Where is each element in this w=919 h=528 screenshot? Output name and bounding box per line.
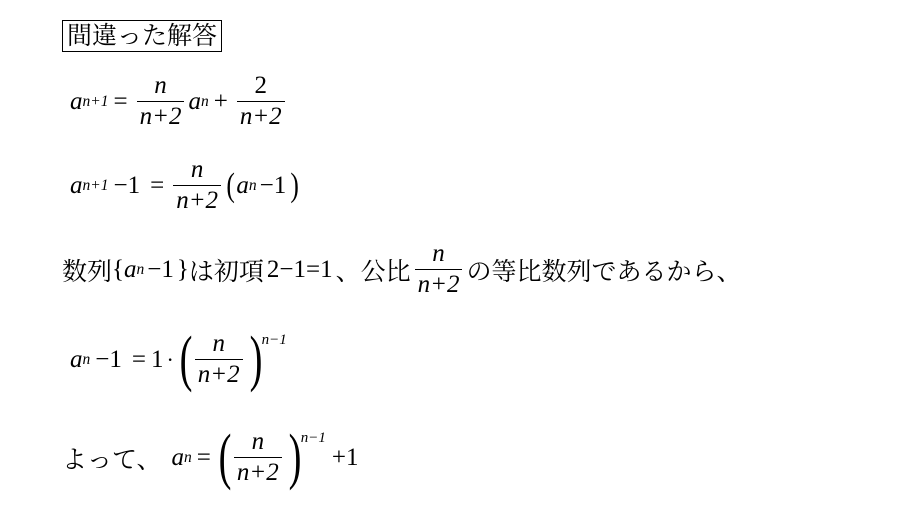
eq1-frac2-denominator: n+2 [237, 101, 285, 131]
eq3-one: 1 [150, 345, 164, 373]
eq1-frac1-numerator: n [154, 72, 167, 99]
eq2-frac-denominator: n+2 [173, 185, 221, 215]
text-line-1 [62, 240, 742, 299]
text1-var: a [124, 255, 137, 283]
eq1-equals: = [113, 87, 128, 115]
eq2-paren-open: ( [226, 166, 235, 204]
eq4-plus-one: +1 [331, 443, 359, 471]
equation-2 [70, 156, 301, 215]
eq4-frac-denominator: n+2 [234, 457, 282, 487]
eq3-parenthesized-fraction [177, 325, 287, 394]
eq4-exponent: n−1 [300, 430, 326, 446]
eq1-term-var: a [188, 87, 201, 115]
text1-initial: 2−1=1 [266, 255, 333, 283]
eq4-paren-close: ) [288, 423, 302, 492]
text1-minus: −1 [147, 255, 174, 283]
eq4-paren-open: ( [218, 423, 232, 492]
equation-1 [70, 72, 289, 131]
eq1-term-sub: n [200, 92, 209, 110]
eq2-lhs-sub: n+1 [82, 176, 109, 194]
text1-part2: は初項 [188, 256, 264, 286]
eq3-lhs-sub: n [82, 350, 91, 368]
text1-ratio-numerator: n [432, 240, 445, 267]
eq1-lhs-var: a [70, 87, 83, 115]
text1-part3: 、公比 [335, 256, 411, 286]
heading-box [62, 20, 222, 52]
eq2-equals: = [150, 171, 165, 199]
eq3-paren-open: ( [179, 325, 193, 394]
eq3-cdot: · [166, 346, 174, 372]
equation-3 [70, 325, 287, 394]
eq4-lhs-sub: n [184, 448, 192, 466]
equation-4 [62, 423, 359, 492]
heading-label: 間違った解答 [67, 21, 218, 50]
eq4-equals: = [196, 443, 211, 471]
eq2-paren-close: ) [290, 166, 300, 204]
eq2-inner-minus: −1 [259, 171, 287, 199]
eq3-frac-numerator: n [212, 330, 225, 357]
eq4-lhs-var: a [171, 443, 185, 471]
eq1-plus: + [213, 87, 228, 115]
text1-sub: n [136, 260, 145, 278]
eq4-parenthesized-fraction [216, 423, 326, 492]
eq1-frac2-numerator: 2 [254, 72, 267, 99]
text1-part4: の等比数列であるから、 [466, 256, 742, 286]
eq2-minus-one: −1 [113, 171, 141, 199]
text1-ratio-fraction [415, 240, 463, 299]
eq2-fraction [173, 156, 221, 215]
eq4-fraction [234, 428, 282, 487]
eq1-lhs-sub: n+1 [82, 92, 109, 110]
text1-brace-open: { [112, 255, 125, 283]
eq1-fraction-1 [137, 72, 185, 131]
eq2-frac-numerator: n [190, 156, 204, 183]
text1-brace-close: } [176, 255, 189, 283]
eq1-fraction-2 [237, 72, 285, 131]
eq3-fraction [195, 330, 243, 389]
eq3-frac-denominator: n+2 [195, 359, 243, 389]
eq3-equals: = [131, 345, 146, 373]
eq3-minus-one: −1 [95, 345, 122, 373]
eq4-frac-numerator: n [251, 428, 265, 455]
text1-ratio-denominator: n+2 [415, 269, 463, 299]
eq2-lhs-var: a [70, 171, 83, 199]
eq3-paren-close: ) [249, 325, 263, 394]
eq3-lhs-var: a [70, 345, 83, 373]
eq4-prefix: よって、 [62, 444, 162, 474]
eq3-exponent: n−1 [261, 332, 287, 348]
text1-part1: 数列 [62, 256, 113, 286]
eq2-inner-sub: n [248, 176, 257, 194]
eq2-inner-var: a [236, 171, 249, 199]
eq1-frac1-denominator: n+2 [137, 101, 185, 131]
